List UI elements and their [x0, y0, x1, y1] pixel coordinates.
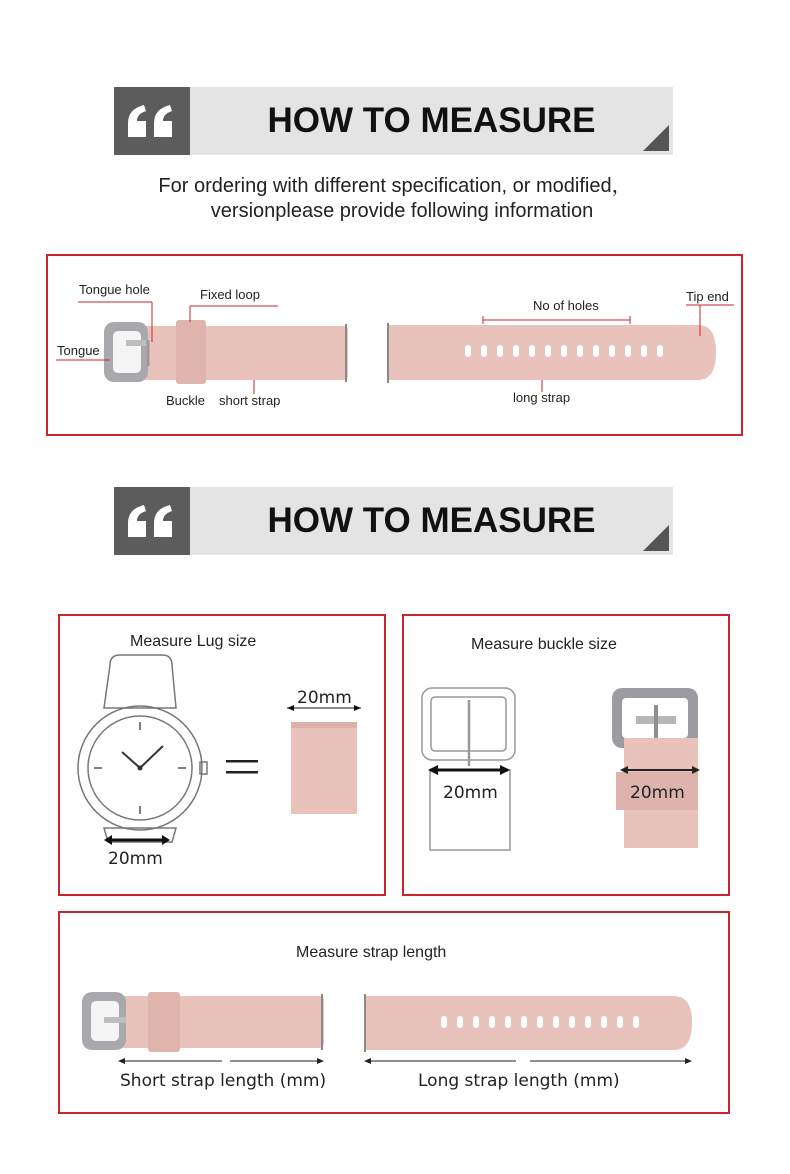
buckle-width-left: 20mm	[443, 783, 498, 803]
label-short-strap: short strap	[219, 393, 281, 408]
lug-width-bottom: 20mm	[108, 849, 163, 869]
long-strap-length-label: Long strap length (mm)	[418, 1071, 620, 1091]
lug-width-top: 20mm	[297, 688, 352, 708]
label-no-of-holes: No of holes	[533, 298, 599, 313]
buckle-width-right: 20mm	[630, 783, 685, 803]
intro-line-1: For ordering with different specification, or modified，	[158, 175, 632, 197]
banner-title: HOW TO MEASURE	[267, 501, 596, 540]
label-fixed-loop: Fixed loop	[200, 287, 260, 302]
strap-length-title: Measure strap length	[296, 944, 447, 961]
label-tongue: Tongue	[57, 343, 100, 358]
short-strap-length-label: Short strap length (mm)	[120, 1071, 327, 1091]
intro-line-2: versionplease provide following information	[210, 200, 594, 222]
label-buckle: Buckle	[166, 393, 206, 408]
banner-title: HOW TO MEASURE	[267, 101, 596, 140]
buckle-size-title: Measure buckle size	[471, 636, 617, 653]
label-tip-end: Tip end	[686, 289, 729, 304]
label-long-strap: long strap	[513, 390, 571, 405]
label-tongue-hole: Tongue hole	[79, 282, 150, 297]
lug-size-title: Measure Lug size	[130, 633, 257, 650]
